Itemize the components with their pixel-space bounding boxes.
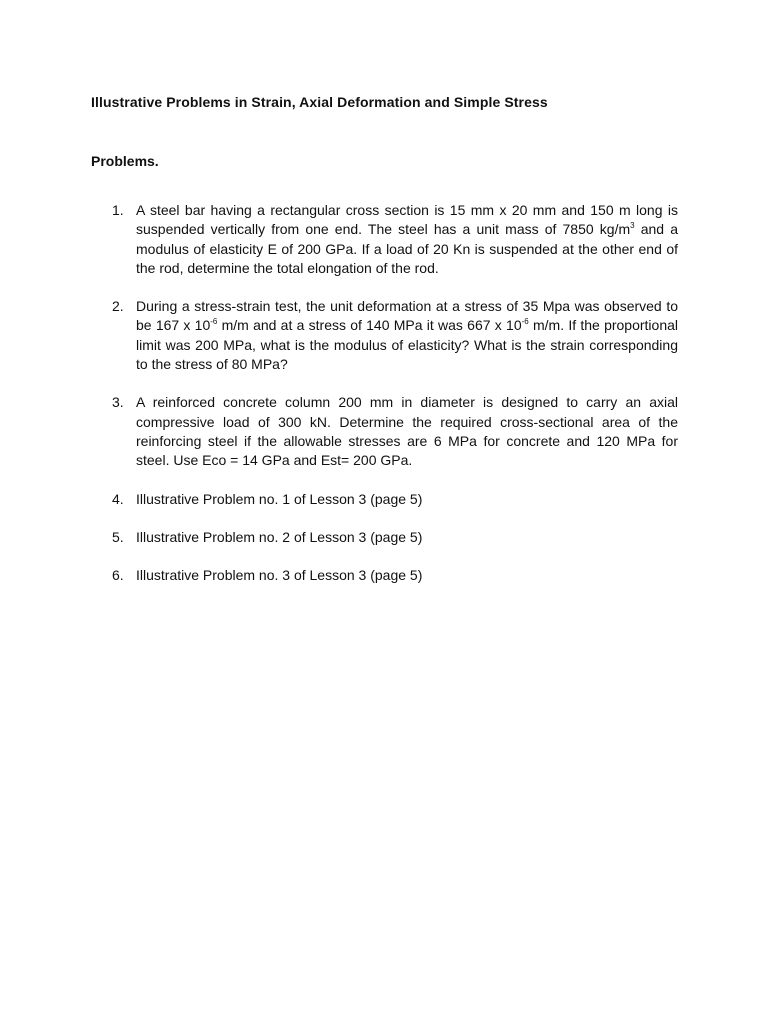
superscript: -6 (210, 317, 218, 327)
section-heading: Problems. (91, 153, 159, 169)
problem-item-6 (112, 566, 678, 585)
problem-text (136, 201, 678, 278)
problem-item-4 (112, 490, 678, 509)
superscript: -6 (521, 317, 529, 327)
problem-number: 3. (112, 394, 124, 411)
problem-text-part: and a modulus of elasticity E of 200 GPa. If a load of 20 Kn is suspended at the other end of the rod, determine the total elongation of the rod. (136, 221, 678, 276)
problem-text-part: A steel bar having a rectangular cross section is 15 mm x 20 mm and 150 m long is suspended vertically from one end. The steel has a unit mass of 7850 kg/m (136, 202, 678, 238)
problem-number: 6. (112, 567, 124, 584)
problem-text: A reinforced concrete column 200 mm in diameter is designed to carry an axial compressive load of 300 kN. Determine the required cross-sectional area of the reinforcing steel if the allowable stresses are 6 MPa for concrete and 120 MPa for steel. Use Eco = 14 GPa and Est= 200 GPa. (136, 394, 678, 469)
problem-number: 2. (112, 298, 124, 315)
problem-number: 1. (112, 202, 124, 218)
problem-text-part: m/m and at a stress of 140 MPa it was 667 x 10 (217, 317, 522, 334)
problem-text-part: During a stress-strain test, the unit deformation at a stress of 35 Mpa was observed to be 167 x 10 (136, 298, 678, 334)
problem-text: Illustrative Problem no. 3 of Lesson 3 (page 5) (136, 567, 423, 584)
document-title: Illustrative Problems in Strain, Axial Deformation and Simple Stress (91, 94, 548, 110)
problem-list (112, 201, 678, 604)
problem-item-2 (112, 297, 678, 374)
problem-item-5 (112, 528, 678, 547)
problem-text-part: m/m. If the proportional limit was 200 MPa, what is the modulus of elasticity? What is the strain corresponding to the stress of 80 MPa? (136, 317, 679, 373)
problem-text: Illustrative Problem no. 2 of Lesson 3 (page 5) (136, 528, 423, 545)
problem-item-3 (112, 393, 678, 470)
problem-number: 4. (112, 490, 124, 507)
problem-text (136, 297, 678, 374)
problem-item-1 (112, 201, 678, 278)
problem-number: 5. (112, 528, 124, 545)
superscript: 3 (630, 221, 635, 231)
problem-text: Illustrative Problem no. 1 of Lesson 3 (page 5) (136, 490, 423, 507)
